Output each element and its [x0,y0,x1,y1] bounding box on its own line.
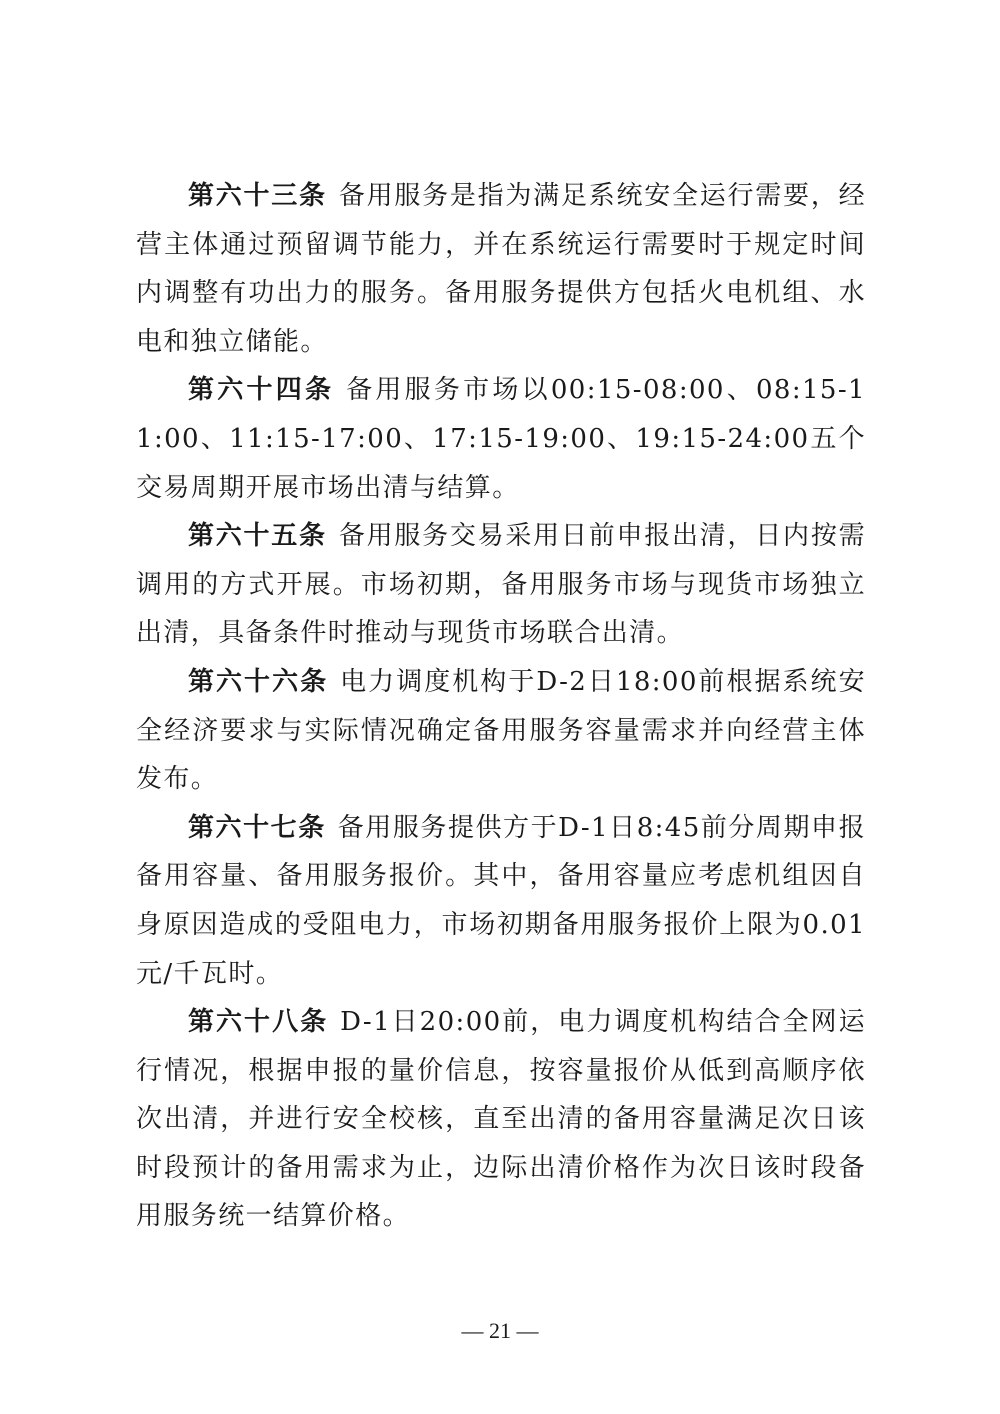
article-label: 第六十八条 [188,1007,329,1038]
article-text: 备用服务市场以00:15-08:00、08:15-11:00、11:15-17:00、17:15-19:00、19:15-24:00五个交易周期开展市场出清与结算。 [136,375,866,503]
article-67 [136,804,866,998]
article-63 [136,172,866,366]
article-text: 备用服务是指为满足系统安全运行需要，经营主体通过预留调节能力，并在系统运行需要时于规定时间内调整有功出力的服务。备用服务提供方包括火电机组、水电和独立储能。 [136,181,866,357]
article-text: 电力调度机构于D-2日18:00前根据系统安全经济要求与实际情况确定备用服务容量需求并向经营主体发布。 [136,666,866,795]
article-label: 第六十七条 [188,812,326,843]
article-text: D-1日20:00前，电力调度机构结合全网运行情况，根据申报的量价信息，按容量报价从低到高顺序依次出清，并进行安全校核，直至出清的备用容量满足次日该时段预计的备用需求为止，边际出清价格作为次日该时段备用服务统一结算价格。 [136,1007,866,1232]
article-label: 第六十五条 [188,521,327,552]
article-text: 备用服务提供方于D-1日8:45前分周期申报备用容量、备用服务报价。其中，备用容量应考虑机组因自身原因造成的受阻电力，市场初期备用服务报价上限为0.01元/千瓦时。 [136,812,866,989]
article-text: 备用服务交易采用日前申报出清，日内按需调用的方式开展。市场初期，备用服务市场与现货市场独立出清，具备条件时推动与现货市场联合出清。 [136,521,866,649]
article-label: 第六十三条 [188,181,327,211]
document-body [136,172,866,1241]
article-68 [136,998,866,1241]
article-66 [136,658,866,804]
article-65 [136,512,866,658]
article-64 [136,366,866,512]
article-label: 第六十四条 [188,375,335,406]
page-number: — 21 — [461,1318,539,1343]
article-label: 第六十六条 [188,666,329,697]
